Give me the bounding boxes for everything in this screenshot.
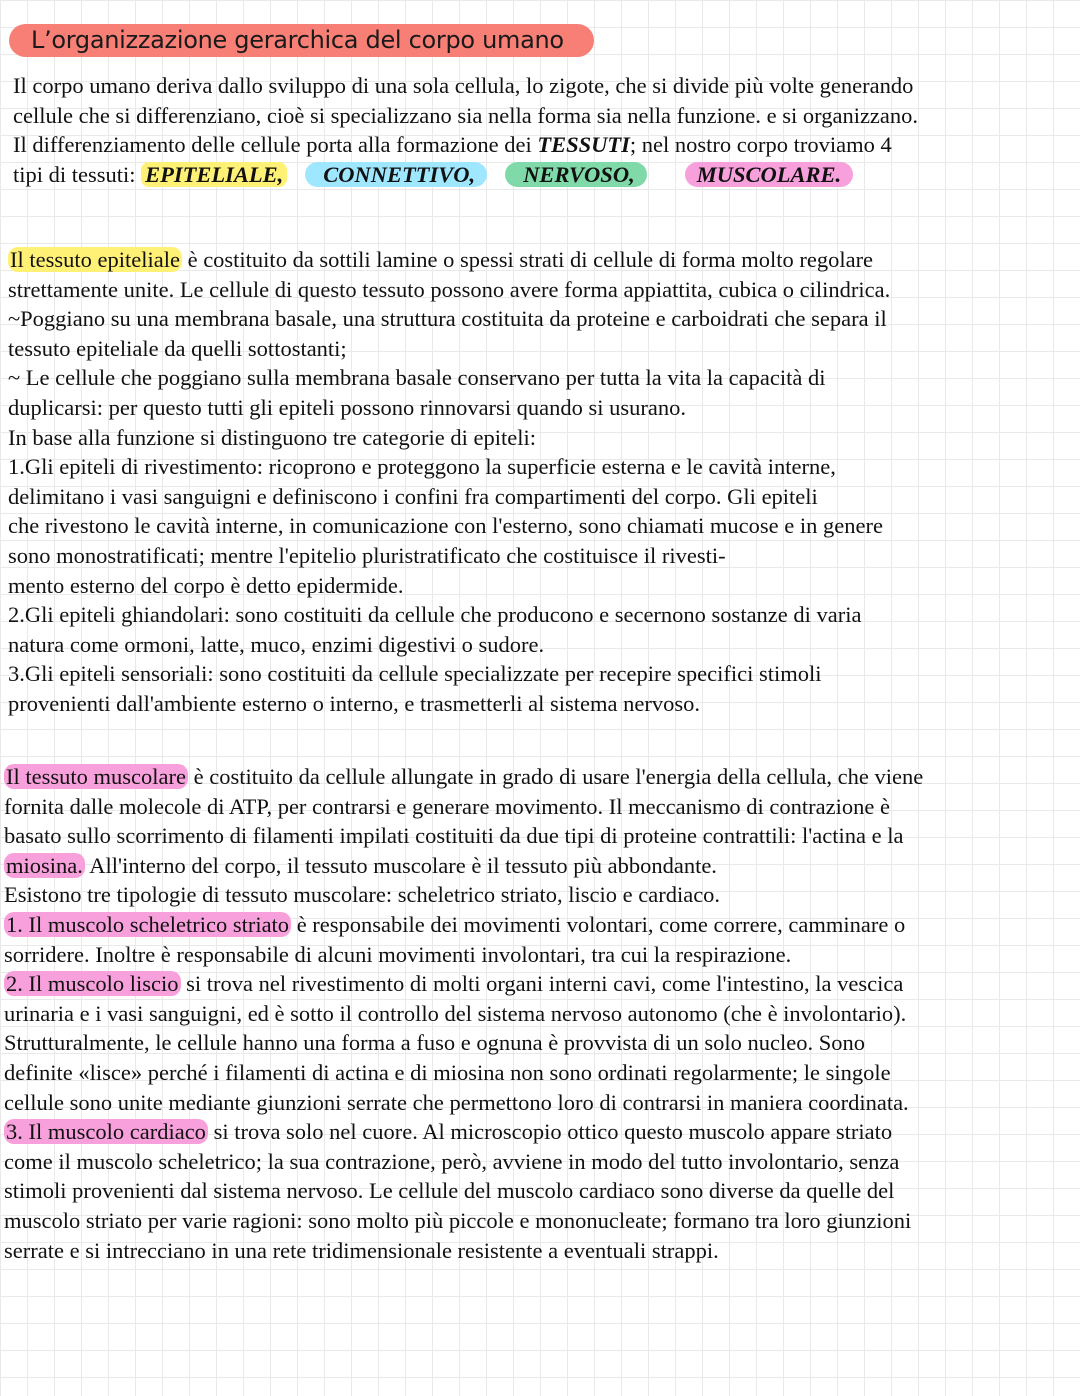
text-line: serrate e si intrecciano in una rete tridimensionale resistente a eventuali strappi.	[4, 1237, 719, 1263]
smooth-muscle-heading: 2. Il muscolo liscio	[6, 971, 179, 997]
tissue-types-line: tipi di tessuti: EPITELIALE, CONNETTIVO, NERVOSO, MUSCOLARE.	[13, 160, 918, 190]
tissue-nervoso-tag: NERVOSO,	[505, 162, 647, 187]
text-line: duplicarsi: per questo tutti gli epiteli possono rinnovarsi quando si usurano.	[8, 394, 687, 420]
text-line: stimoli provenienti dal sistema nervoso. Le cellule del muscolo cardiaco sono diverse da quelle del	[4, 1178, 895, 1204]
text-line: 1.Gli epiteli di rivestimento: ricoprono e proteggono la superficie esterna e le cavità interne,	[8, 454, 836, 480]
text-line: tessuto epiteliale da quelli sottostanti;	[8, 335, 347, 361]
text-line: definite «lisce» perché i filamenti di actina e di miosina non sono ordinati regolarmente; le singole	[4, 1059, 891, 1085]
text-line: Il corpo umano deriva dallo sviluppo di una sola cellula, lo zigote, che si divide più volte generando	[13, 73, 914, 98]
text-line: sono monostratificati; mentre l'epitelio pluristratificato che costituisce il rivesti-	[8, 542, 726, 568]
text-line: miosina. All'interno del corpo, il tessuto muscolare è il tessuto più abbondante.	[6, 852, 717, 878]
text-line: come il muscolo scheletrico; la sua contrazione, però, avviene in modo del tutto involontario, senza	[4, 1148, 900, 1174]
tissue-epiteliale-tag: EPITELIALE,	[141, 162, 287, 187]
text-line: cellule sono unite mediante giunzioni serrate che permettono loro di contrarsi in maniera coordinata.	[4, 1089, 909, 1115]
epithelial-heading: Il tessuto epiteliale	[10, 247, 180, 272]
text-line: 1. Il muscolo scheletrico striato è responsabile dei movimenti volontari, come correre, camminare o	[6, 911, 906, 937]
text-line: urinaria e i vasi sanguigni, ed è sotto il controllo del sistema nervoso autonomo (che è involontario).	[4, 1000, 907, 1026]
text-line: mento esterno del corpo è detto epidermide.	[8, 572, 404, 598]
text-line: Il tessuto muscolare è costituito da cellule allungate in grado di usare l'energia della cellula, che viene	[6, 764, 924, 789]
cardiac-muscle-heading: 3. Il muscolo cardiaco	[6, 1119, 206, 1145]
text-line: basato sullo scorrimento di filamenti impilati costituiti da due tipi di proteine contrattili: l'actina e la	[4, 823, 904, 849]
text-line: ~ Le cellule che poggiano sulla membrana basale conservano per tutta la vita la capacità di	[8, 365, 826, 391]
text-line: 3.Gli epiteli sensoriali: sono costituiti da cellule specializzate per recepire specifici stimoli	[8, 661, 822, 687]
text-line: sorridere. Inoltre è responsabile di alcuni movimenti involontari, tra cui la respirazione.	[4, 941, 792, 967]
text-line: fornita dalle molecole di ATP, per contrarsi e generare movimento. Il meccanismo di contrazione è	[4, 793, 890, 819]
text-line: In base alla funzione si distinguono tre categorie di epiteli:	[8, 424, 536, 450]
muscle-heading: Il tessuto muscolare	[6, 764, 186, 789]
skeletal-muscle-heading: 1. Il muscolo scheletrico striato	[6, 911, 290, 937]
text-line: Il tessuto epiteliale è costituito da sottili lamine o spessi strati di cellule di forma molto regolare	[10, 247, 874, 272]
text-line: strettamente unite. Le cellule di questo tessuto possono avere forma appiattita, cubica o cilindrica.	[8, 276, 891, 302]
text-line: cellule che si differenziano, cioè si specializzano sia nella forma sia nella funzione. e si organizzano.	[13, 102, 919, 128]
text-line: provenienti dall'ambiente esterno o interno, e trasmetterli al sistema nervoso.	[8, 690, 700, 716]
text-line: che rivestono le cavità interne, in comunicazione con l'esterno, sono chiamati mucose e in genere	[8, 513, 883, 539]
text-line: natura come ormoni, latte, muco, enzimi digestivi o sudore.	[8, 631, 545, 657]
tissue-muscolare-tag: MUSCOLARE.	[685, 162, 853, 187]
text-line: delimitano i vasi sanguigni e definiscono i confini fra compartimenti del corpo. Gli epiteli	[8, 483, 818, 509]
intro-paragraph	[13, 71, 918, 189]
tissue-connettivo-tag: CONNETTIVO,	[305, 162, 487, 187]
muscle-section	[4, 762, 923, 1265]
tessuti-keyword: TESSUTI	[537, 132, 630, 158]
miosina-highlight: miosina.	[6, 852, 83, 878]
text-line: 2. Il muscolo liscio si trova nel rivestimento di molti organi interni cavi, come l'intestino, la vescica	[6, 971, 904, 997]
text-line: ~Poggiano su una membrana basale, una struttura costituita da proteine e carboidrati che separa il	[8, 306, 887, 332]
text-line: muscolo striato per varie ragioni: sono molto più piccole e mononucleate; formano tra loro giunzioni	[4, 1207, 912, 1233]
text-line: 2.Gli epiteli ghiandolari: sono costituiti da cellule che producono e secernono sostanze di varia	[8, 602, 862, 628]
text-line: Strutturalmente, le cellule hanno una forma a fuso e ognuna è provvista di un solo nucleo. Sono	[4, 1030, 866, 1056]
epithelial-section	[8, 245, 890, 719]
page-title: L’organizzazione gerarchica del corpo umano	[9, 24, 594, 57]
text-line: Il differenziamento delle cellule porta alla formazione dei TESSUTI; nel nostro corpo troviamo 4	[13, 132, 892, 158]
text-line: Esistono tre tipologie di tessuto muscolare: scheletrico striato, liscio e cardiaco.	[4, 882, 721, 908]
text-line: 3. Il muscolo cardiaco si trova solo nel cuore. Al microscopio ottico questo muscolo appare striato	[6, 1119, 893, 1145]
